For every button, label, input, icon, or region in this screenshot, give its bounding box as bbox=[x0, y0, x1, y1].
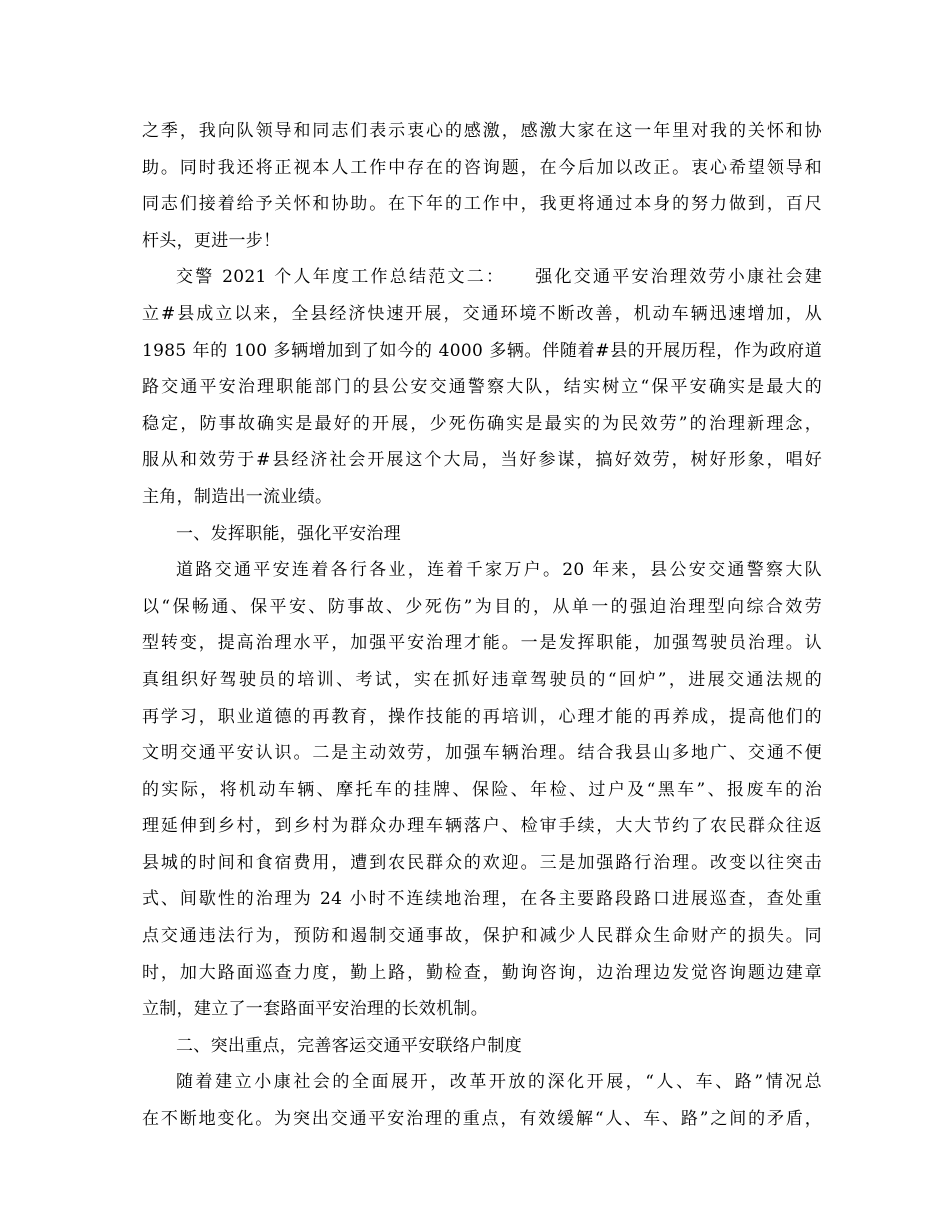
section-heading: 二、突出重点，完善客运交通平安联络户制度 bbox=[176, 1035, 522, 1056]
text-line: 交警 2021 个人年度工作总结范文二： 强化交通平安治理效劳小康社会建 bbox=[176, 267, 822, 288]
text-line: 主角，制造出一流业绩。 bbox=[142, 486, 333, 507]
text-line: 以“保畅通、保平安、防事故、少死伤”为目的，从单一的强迫治理型向综合效劳 bbox=[142, 596, 822, 617]
text-line: 杆头，更进一步！ bbox=[142, 230, 281, 251]
text-line: 1985 年的 100 多辆增加到了如今的 4000 多辆。伴随着#县的开展历程，作为政府道 bbox=[142, 340, 822, 361]
text-line: 真组织好驾驶员的培训、考试，实在抓好违章驾驶员的“回炉”，进展交通法规的 bbox=[142, 669, 822, 690]
text-line: 道路交通平安连着各行各业，连着千家万户。20 年来，县公安交通警察大队 bbox=[176, 560, 822, 581]
text-line: 式、间歇性的治理为 24 小时不连续地治理，在各主要路段路口进展巡查，查处重 bbox=[142, 889, 822, 910]
text-line: 立#县成立以来，全县经济快速开展，交通环境不断改善，机动车辆迅速增加，从 bbox=[142, 303, 822, 324]
text-line: 点交通违法行为，预防和遏制交通事故，保护和减少人民群众生命财产的损失。同 bbox=[142, 926, 822, 947]
text-line: 服从和效劳于#县经济社会开展这个大局，当好参谋，搞好效劳，树好形象，唱好 bbox=[142, 450, 822, 471]
text-line: 的实际，将机动车辆、摩托车的挂牌、保险、年检、过户及“黑车”、报废车的治 bbox=[142, 779, 822, 800]
text-line: 之季，我向队领导和同志们表示衷心的感激，感激大家在这一年里对我的关怀和协 bbox=[142, 121, 822, 141]
text-line: 随着建立小康社会的全面展开，改革开放的深化开展，“人、车、路”情况总 bbox=[176, 1072, 822, 1093]
text-line: 稳定，防事故确实是最好的开展，少死伤确实是最实的为民效劳”的治理新理念， bbox=[142, 413, 822, 434]
document-body bbox=[142, 113, 822, 1138]
text-line: 县城的时间和食宿费用，遭到农民群众的欢迎。三是加强路行治理。改变以往突击 bbox=[142, 852, 822, 873]
text-line: 同志们接着给予关怀和协助。在下年的工作中，我更将通过本身的努力做到，百尺 bbox=[142, 194, 822, 215]
text-line: 型转变，提高治理水平，加强平安治理才能。一是发挥职能，加强驾驶员治理。认 bbox=[142, 633, 822, 654]
text-line: 理延伸到乡村，到乡村为群众办理车辆落户、检审手续，大大节约了农民群众往返 bbox=[142, 816, 822, 837]
text-line: 路交通平安治理职能部门的县公安交通警察大队，结实树立“保平安确实是最大的 bbox=[142, 377, 822, 398]
text-line: 时，加大路面巡查力度，勤上路，勤检查，勤询咨询，边治理边发觉咨询题边建章 bbox=[142, 962, 822, 983]
text-line: 再学习，职业道德的再教育，操作技能的再培训，心理才能的再养成，提高他们的 bbox=[142, 706, 822, 727]
text-line: 助。同时我还将正视本人工作中存在的咨询题，在今后加以改正。衷心希望领导和 bbox=[142, 157, 822, 178]
text-line: 在不断地变化。为突出交通平安治理的重点，有效缓解“人、车、路”之间的矛盾， bbox=[142, 1109, 822, 1130]
text-line: 立制，建立了一套路面平安治理的长效机制。 bbox=[142, 999, 488, 1020]
text-line: 文明交通平安认识。二是主动效劳，加强车辆治理。结合我县山多地广、交通不便 bbox=[142, 743, 822, 764]
section-heading: 一、发挥职能，强化平安治理 bbox=[176, 523, 401, 544]
